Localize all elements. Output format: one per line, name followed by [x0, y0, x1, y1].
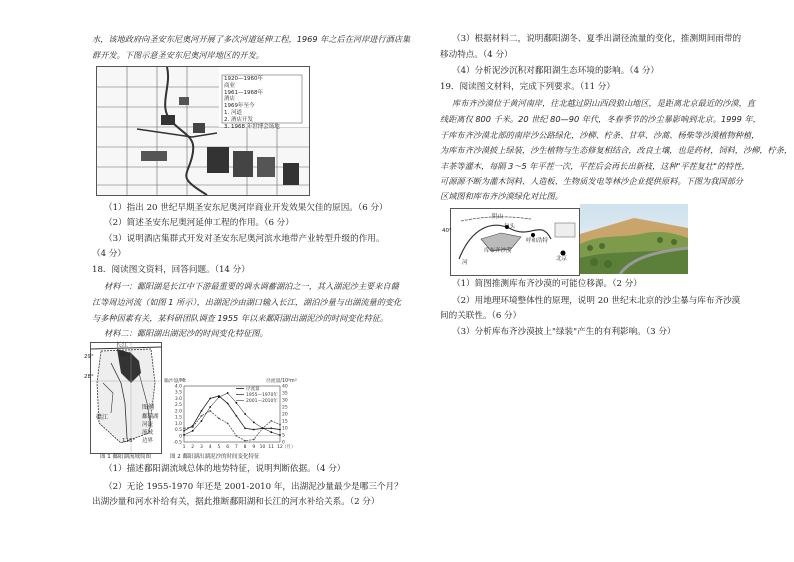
- map-coordinate: 116°: [122, 438, 136, 444]
- legend-item: 河流: [142, 422, 154, 428]
- data-point: [244, 413, 246, 415]
- map-coordinate: 29°: [84, 354, 94, 360]
- question: （2）用地理环境整体性的原理，说明 20 世纪末北京的沙尘暴与库布齐沙漠: [452, 296, 741, 306]
- y2-tick-label: 15: [282, 419, 288, 425]
- y2-tick-label: 40: [282, 384, 288, 390]
- data-point: [279, 434, 281, 436]
- data-point: [227, 392, 229, 394]
- map-label: 湖口: [120, 352, 132, 358]
- legend-item: 2. 酒店开发: [224, 116, 253, 123]
- question: （2）无论 1955-1970 年还是 2001-2010 年，出湖泥沙量最少是哪三个月？: [104, 482, 403, 492]
- y-tick-label: -0.5: [173, 440, 182, 446]
- map-legend: [224, 76, 304, 130]
- legend-item: 酒店: [224, 96, 236, 103]
- question: 间的关联性。（6 分）: [440, 311, 522, 321]
- data-point: [253, 429, 255, 431]
- question-title: 19．阅读图文材料，完成下列要求。（11 分）: [440, 82, 615, 92]
- y-axis-label: 输沙量/Mt: [164, 379, 187, 384]
- data-point: [209, 398, 211, 400]
- data-point: [218, 396, 220, 398]
- data-point: [235, 435, 237, 437]
- region-map-graphic: [451, 209, 579, 275]
- x-axis-label: （月）: [282, 445, 296, 450]
- map-coordinate: 40°: [442, 228, 452, 234]
- y2-tick-label: 10: [282, 426, 288, 432]
- question-title: 18．阅读图文资料，回答问题。（14 分）: [92, 265, 250, 275]
- question: （2）简述圣安东尼奥河延伸工程的作用。（6 分）: [104, 218, 294, 228]
- paragraph-line: 库布齐沙漠位于黄河南岸，往北越过阴山西段狼山地区，是距离北京最近的沙漠，直: [452, 98, 755, 108]
- data-point: [279, 424, 281, 426]
- legend-item: 商业: [224, 82, 236, 89]
- legend-item: 1. 河道: [224, 109, 242, 116]
- x-tick-label: 4: [208, 445, 212, 450]
- map-coordinate: 28°: [84, 374, 94, 380]
- data-point: [227, 422, 229, 424]
- map-label: 赣江: [96, 414, 109, 421]
- map-label: 北京: [556, 256, 568, 262]
- paragraph-line: 可源源不断为灌木饲料、人造板、生物质发电等林沙企业提供原料。下图为我国部分: [440, 176, 743, 186]
- x-tick-label: 7: [234, 445, 238, 450]
- legend-item: 1961—1968年: [224, 89, 263, 96]
- legend-item: 鄱阳湖: [142, 414, 159, 420]
- data-point: [201, 420, 203, 422]
- y2-axis-label: 径流量/10⁹m³: [266, 379, 297, 384]
- y-tick-label: 0: [179, 434, 182, 440]
- legend-label: 径流量: [246, 387, 260, 392]
- map-label: 阴山: [492, 214, 504, 220]
- y-tick-label: 3.0: [174, 396, 182, 402]
- x-tick-label: 12: [277, 445, 283, 450]
- question: 出湖沙量和河水补给有关，据此推断鄱阳湖和长江的河水补给关系。（2 分）: [92, 497, 380, 507]
- data-point: [262, 427, 264, 429]
- legend-item: 1969年至今: [224, 103, 255, 110]
- intro-line: 水，该地政府向圣安东尼奥河开展了多次河道延伸工程，1969 年之后在河岸进行酒店集: [92, 34, 411, 44]
- x-tick-label: 5: [217, 445, 221, 450]
- question: （4）分析泥沙沉积对鄱阳湖生态环境的影响。（4 分）: [452, 66, 660, 76]
- data-point: [235, 402, 237, 404]
- sediment-chart: [162, 372, 302, 456]
- desert-greening-photo: [580, 204, 688, 274]
- map-label: 长江: [116, 342, 129, 349]
- map-label: 呼和浩特: [526, 238, 549, 244]
- data-point: [183, 434, 185, 436]
- data-point: [235, 415, 237, 417]
- y-tick-label: 1.0: [174, 421, 182, 427]
- y2-tick-label: 5: [282, 433, 285, 439]
- y-tick-label: 2.5: [174, 403, 182, 409]
- legend-item: 1920—1960年: [224, 76, 263, 82]
- sediment-chart-svg: [162, 372, 302, 456]
- x-tick-label: 2: [191, 445, 195, 450]
- legend-label: 1955—1970年: [246, 393, 278, 398]
- desert-greening-photo-graphic: [580, 204, 688, 274]
- x-tick-label: 8: [243, 445, 247, 450]
- question: （1）简图推测库布齐沙漠的可能位移源。（2 分）: [452, 279, 642, 289]
- map-label: 包头: [504, 224, 516, 230]
- data-point: [244, 427, 246, 429]
- material-line: 材料一：鄱阳湖是长江中下游最重要的调水调蓄湖泊之一，其入湖泥沙主要来自赣: [104, 281, 399, 291]
- paragraph-line: 区域图和库布齐沙漠绿化对比图。: [440, 191, 563, 201]
- data-point: [192, 426, 194, 428]
- question: （1）指出 20 世纪早期圣安东尼奥河岸商业开发效果欠佳的原因。（6 分）: [104, 203, 388, 213]
- data-point: [201, 410, 203, 412]
- data-point: [270, 420, 272, 422]
- map-label: 河: [462, 260, 468, 266]
- data-point: [218, 417, 220, 419]
- y-tick-label: 2.0: [174, 409, 182, 415]
- legend-item: 边界: [142, 438, 154, 444]
- x-tick-label: 11: [268, 445, 275, 450]
- paragraph-line: 为库布齐沙漠披上绿装，沙生植物与生态修复相结合，改良土壤，也是药材，饲料，沙柳，柠条，: [440, 145, 793, 155]
- data-point: [209, 406, 211, 408]
- y2-tick-label: 35: [282, 391, 288, 397]
- data-point: [209, 410, 211, 412]
- x-tick-label: 9: [252, 445, 256, 450]
- y-tick-label: 3.5: [174, 390, 182, 396]
- y-tick-label: 4.0: [174, 384, 182, 390]
- map-label: 库布齐沙漠: [484, 248, 512, 254]
- question: （3）根据材料二，说明鄱阳湖冬、夏季出湖径流量的变化，推测期间雨带的: [452, 34, 742, 44]
- question: 移动特点。（4 分）: [440, 50, 513, 60]
- material-line: 江等周边河流（如图 1 所示），出湖泥沙由湖口输入长江，湖泊沙量与出湖流量的变化: [92, 297, 402, 307]
- question: （1）描述鄱阳湖流域总体的地势特征，说明判断依据。（4 分）: [104, 464, 346, 474]
- material-line: 材料二：鄱阳湖出湖泥沙的时间变化特征图。: [104, 328, 268, 338]
- intro-line: 群开发。下图示意圣安东尼奥河岸地区的开发。: [92, 50, 264, 60]
- data-point: [270, 431, 272, 433]
- paragraph-line: 线距离仅 800 千米。20 世纪 80—90 年代，冬春季节的沙尘暴影响到北京。1999 年，: [440, 114, 761, 124]
- score: （4 分）: [92, 249, 126, 259]
- data-point: [201, 415, 203, 417]
- paragraph-line: 丰茶等灌木，每隔 3～5 年平茬一次，平茬后会再长出新枝，这种"平茬复壮"的特性，: [440, 161, 750, 171]
- data-point: [192, 430, 194, 432]
- legend-label: 2001—2010年: [246, 399, 278, 404]
- figure-caption: 图 1 鄱阳湖流域简图: [100, 454, 151, 460]
- question: （3）分析库布齐沙漠披上"绿装"产生的有利影响。（3 分）: [452, 327, 676, 337]
- data-point: [253, 439, 255, 441]
- y2-tick-label: 30: [282, 398, 288, 404]
- data-point: [183, 430, 185, 432]
- data-point: [270, 427, 272, 429]
- paragraph-line: 于库布齐沙漠北部的南岸沙公路绿化，沙柳、柠条、甘草、沙蒿、杨柴等沙漠植物种植，: [440, 130, 760, 140]
- question: （3）说明酒店集群式开发对圣安东尼奥河滨水地带产业转型升级的作用。: [104, 234, 385, 244]
- figure-caption: 图 2 鄱阳湖出湖泥沙的时间变化特征: [170, 454, 260, 460]
- y2-tick-label: 0: [282, 440, 285, 446]
- y-tick-label: 0.5: [174, 428, 182, 434]
- data-point: [253, 422, 255, 424]
- region-map: [450, 208, 580, 276]
- legend-title: 图例: [142, 404, 155, 411]
- data-point: [227, 403, 229, 405]
- x-tick-label: 10: [259, 445, 266, 450]
- x-tick-label: 1: [182, 445, 186, 450]
- data-point: [244, 440, 246, 442]
- material-line: 与多种因素有关，某科研团队调查 1955 年以来鄱阳湖出湖泥沙的时间变化特征。: [92, 313, 389, 323]
- y2-tick-label: 20: [282, 412, 288, 418]
- data-point: [183, 427, 185, 429]
- y-tick-label: 1.5: [174, 415, 182, 421]
- x-tick-label: 3: [200, 445, 203, 450]
- x-tick-label: 6: [226, 445, 230, 450]
- data-point: [279, 429, 281, 431]
- legend-item: 3. 1968 年世博会场地: [224, 123, 280, 130]
- y2-tick-label: 25: [282, 405, 288, 411]
- legend-item: 流域: [142, 430, 154, 436]
